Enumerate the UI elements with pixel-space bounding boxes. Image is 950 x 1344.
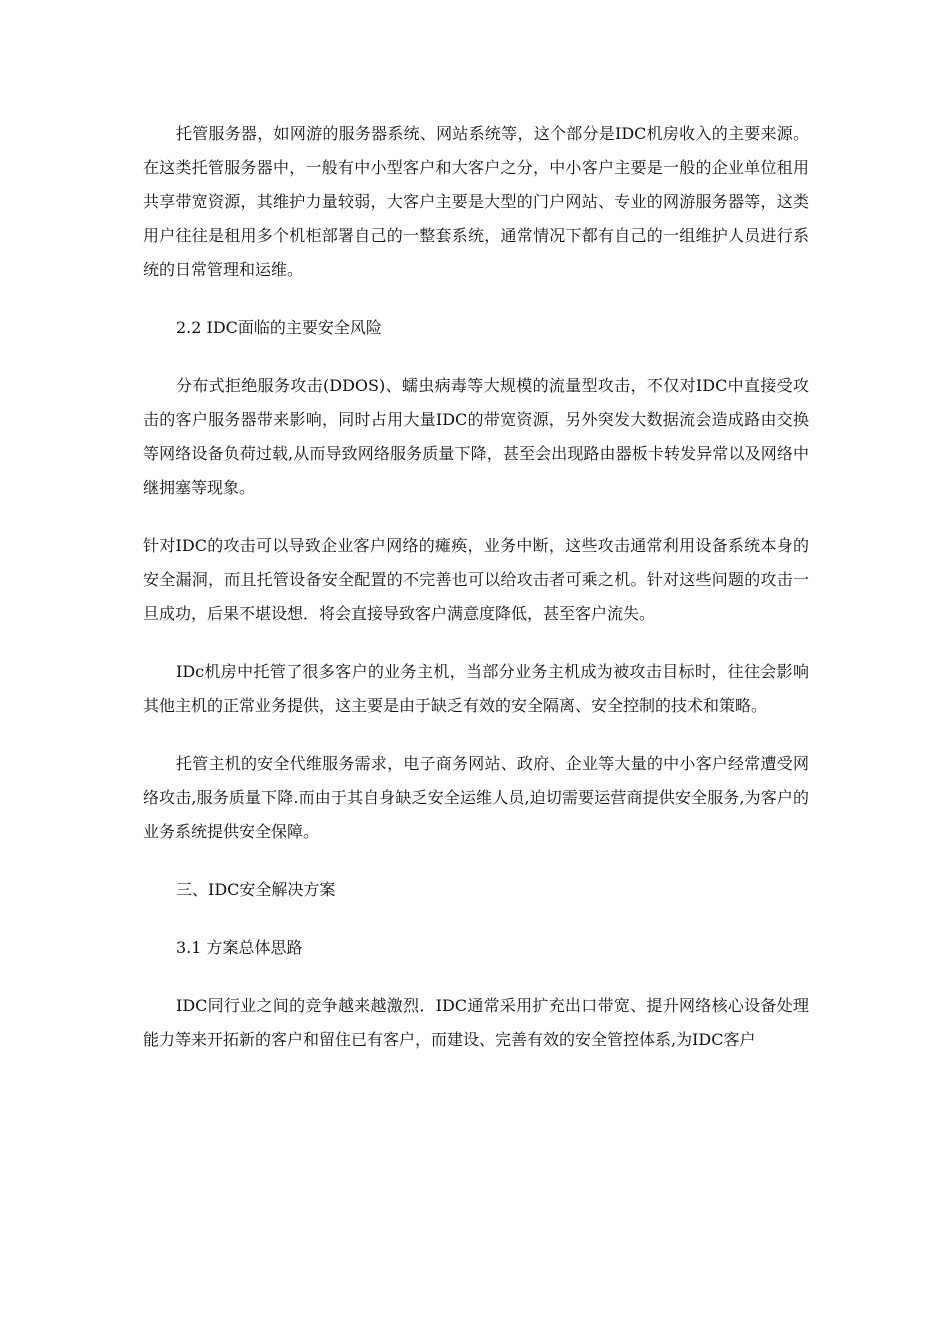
section-heading-3: 三、IDC安全解决方案 bbox=[176, 880, 336, 899]
section-heading-3-1: 3.1 方案总体思路 bbox=[176, 938, 303, 957]
paragraph-managed-security: 托管主机的安全代维服务需求，电子商务网站、政府、企业等大量的中小客户经常遭受网络攻击,服务质量下降.而由于其自身缺乏安全运维人员,迫切需要运营商提供安全服务,为客户的业务系统提供安全保障。 bbox=[143, 754, 809, 841]
section-heading-2-2: 2.2 IDC面临的主要安全风险 bbox=[176, 318, 382, 337]
paragraph-isolation: IDc机房中托管了很多客户的业务主机，当部分业务主机成为被攻击目标时，往往会影响其他主机的正常业务提供，这主要是由于缺乏有效的安全隔离、安全控制的技术和策略。 bbox=[143, 662, 809, 715]
paragraph-ddos-risk: 分布式拒绝服务攻击(DDOS)、蠕虫病毒等大规模的流量型攻击，不仅对IDC中直接受攻击的客户服务器带来影响，同时占用大量IDC的带宽资源，另外突发大数据流会造成路由交换等网络设备负荷过载,从而导致网络服务质量下降，甚至会出现路由器板卡转发异常以及网络中继拥塞等现象。 bbox=[143, 376, 809, 497]
paragraph-overall-approach: IDC同行业之间的竞争越来越激烈．IDC通常采用扩充出口带宽、提升网络核心设备处理能力等来开拓新的客户和留住已有客户，而建设、完善有效的安全管控体系,为IDC客户 bbox=[143, 996, 809, 1049]
document-body bbox=[143, 117, 809, 1081]
paragraph-attack-impact: 针对IDC的攻击可以导致企业客户网络的瘫痪，业务中断，这些攻击通常利用设备系统本身的安全漏洞，而且托管设备安全配置的不完善也可以给攻击者可乘之机。针对这些问题的攻击一旦成功，后果不堪设想．将会直接导致客户满意度降低，甚至客户流失。 bbox=[143, 536, 809, 623]
paragraph-hosting-servers: 托管服务器，如网游的服务器系统、网站系统等，这个部分是IDC机房收入的主要来源。在这类托管服务器中，一般有中小型客户和大客户之分，中小客户主要是一般的企业单位租用共享带宽资源，其维护力量较弱，大客户主要是大型的门户网站、专业的网游服务器等，这类用户往往是租用多个机柜部署自己的一整套系统，通常情况下都有自己的一组维护人员进行系统的日常管理和运维。 bbox=[143, 124, 809, 279]
